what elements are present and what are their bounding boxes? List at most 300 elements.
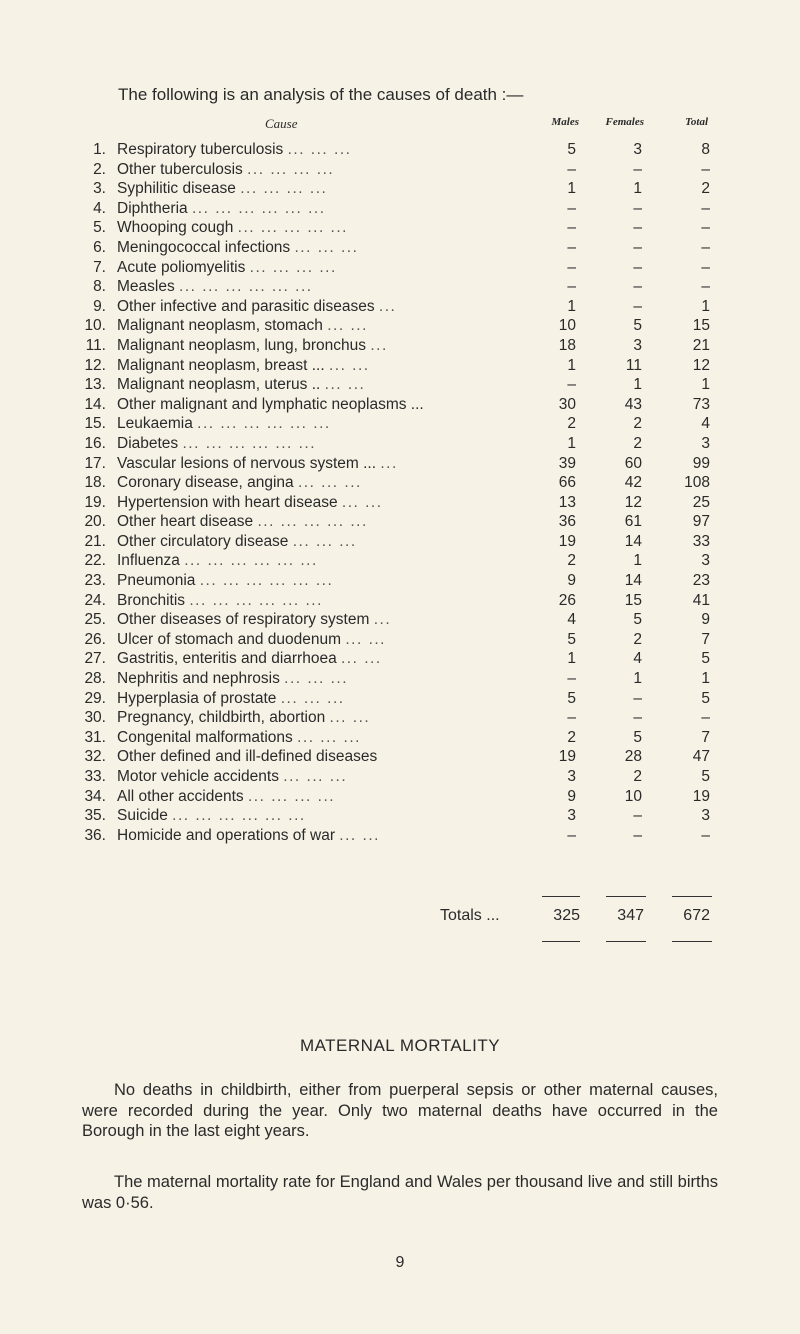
totals-top-rule-males: [542, 896, 580, 897]
table-row: [0, 414, 800, 434]
females-cell: 61: [624, 513, 642, 531]
table-row: [0, 551, 800, 571]
cause-cell: [117, 826, 522, 846]
leader-dots: ... ... ... ... ... ...: [197, 415, 331, 433]
cause-label: Malignant neoplasm, uterus ..: [117, 376, 321, 394]
row-number: 11.: [85, 336, 106, 354]
leader-dots: ... ... ... ...: [240, 180, 328, 198]
females-cell: –: [633, 219, 642, 237]
row-number: 6.: [93, 238, 106, 256]
cause-cell: [117, 669, 522, 689]
males-cell: –: [567, 670, 576, 688]
total-cell: 9: [701, 611, 710, 629]
total-cell: 97: [692, 513, 710, 531]
males-cell: 5: [567, 689, 576, 707]
table-row: [0, 395, 800, 415]
cause-cell: [117, 434, 522, 454]
cause-cell: [117, 728, 522, 748]
cause-label: Coronary disease, angina: [117, 474, 294, 492]
cause-label: Malignant neoplasm, stomach: [117, 317, 323, 335]
males-cell: –: [567, 258, 576, 276]
males-cell: 36: [558, 513, 576, 531]
leader-dots: ... ... ... ... ... ...: [189, 591, 323, 609]
females-cell: 43: [624, 395, 642, 413]
females-cell: 5: [633, 317, 642, 335]
total-cell: –: [701, 219, 710, 237]
males-cell: 2: [567, 728, 576, 746]
total-cell: 7: [701, 630, 710, 648]
females-cell: –: [633, 258, 642, 276]
row-number: 17.: [84, 454, 106, 472]
cause-label: Other tuberculosis: [117, 160, 243, 178]
row-number: 30.: [84, 709, 106, 727]
females-cell: –: [633, 297, 642, 315]
cause-cell: [117, 297, 522, 317]
column-header-total: Total: [685, 116, 708, 128]
cause-label: Hypertension with heart disease: [117, 493, 338, 511]
row-number: 35.: [84, 807, 106, 825]
table-row: [0, 297, 800, 317]
cause-label: Leukaemia: [117, 415, 193, 433]
total-cell: 5: [701, 650, 710, 668]
cause-cell: [117, 689, 522, 709]
leader-dots: ...: [380, 454, 398, 472]
leader-dots: ... ... ...: [280, 689, 345, 707]
cause-label: Diphtheria: [117, 199, 188, 217]
table-row: [0, 160, 800, 180]
total-cell: 7: [701, 728, 710, 746]
leader-dots: ... ... ...: [284, 670, 349, 688]
total-cell: 99: [692, 454, 710, 472]
cause-label: Acute poliomyelitis: [117, 258, 246, 276]
leader-dots: ... ... ... ... ... ...: [182, 434, 317, 452]
column-header-cause: Cause: [265, 116, 298, 131]
table-row: [0, 787, 800, 807]
males-cell: 13: [558, 493, 576, 511]
table-row: [0, 767, 800, 787]
paragraph-1: No deaths in childbirth, either from puerperal sepsis or other maternal causes, were recorded during the year. Only two maternal deaths have occurred in the Borough in the last eight years.: [82, 1081, 718, 1140]
females-cell: 1: [633, 552, 642, 570]
males-cell: –: [567, 199, 576, 217]
females-cell: 14: [624, 532, 642, 550]
total-cell: 12: [692, 356, 710, 374]
leader-dots: ...: [370, 336, 388, 354]
cause-label: Homicide and operations of war: [117, 826, 335, 844]
table-row: [0, 277, 800, 297]
row-number: 23.: [84, 572, 106, 590]
cause-label: Other heart disease: [117, 513, 254, 531]
table-row: [0, 258, 800, 278]
cause-label: Respiratory tuberculosis: [117, 141, 284, 158]
males-cell: 1: [567, 180, 576, 198]
leader-dots: ... ...: [324, 376, 366, 394]
row-number: 1.: [93, 141, 106, 158]
males-cell: 2: [567, 552, 576, 570]
row-number: 24.: [84, 591, 106, 609]
females-cell: 42: [624, 474, 642, 492]
row-number: 4.: [93, 199, 106, 217]
males-cell: 19: [558, 532, 576, 550]
females-cell: 28: [624, 748, 642, 766]
cause-label: Bronchitis: [117, 591, 186, 609]
leader-dots: ... ...: [341, 493, 383, 511]
leader-dots: ... ... ... ... ... ...: [184, 552, 318, 570]
total-cell: 21: [692, 336, 710, 354]
females-cell: 5: [633, 611, 642, 629]
cause-label: Influenza: [117, 552, 180, 570]
leader-dots: ... ... ... ...: [247, 787, 336, 805]
cause-label: Meningococcal infections: [117, 238, 291, 256]
leader-dots: ... ...: [339, 826, 380, 844]
males-cell: 3: [567, 768, 576, 785]
row-number: 20.: [84, 513, 106, 531]
table-row: [0, 512, 800, 532]
cause-cell: [117, 454, 522, 474]
row-number: 12.: [84, 356, 106, 374]
females-cell: 1: [633, 670, 642, 688]
females-cell: –: [633, 689, 642, 707]
leader-dots: ... ... ...: [294, 238, 359, 256]
total-cell: 1: [701, 670, 710, 688]
cause-cell: [117, 316, 522, 336]
females-cell: 14: [624, 572, 642, 590]
cause-cell: [117, 258, 522, 278]
total-cell: –: [701, 709, 710, 727]
leader-dots: ...: [373, 611, 392, 629]
leader-dots: ... ... ... ...: [247, 160, 335, 178]
cause-cell: [117, 277, 522, 297]
cause-cell: [117, 199, 522, 219]
cause-cell: [117, 414, 522, 434]
row-number: 29.: [84, 689, 106, 707]
cause-cell: [117, 238, 522, 258]
total-cell: 3: [701, 434, 710, 452]
males-cell: –: [567, 826, 576, 844]
totals-top-rule-total: [672, 896, 712, 897]
cause-label: Gastritis, enteritis and diarrhoea: [117, 650, 337, 668]
column-header-males: Males: [551, 116, 579, 128]
total-cell: 25: [692, 493, 710, 511]
cause-cell: [117, 806, 522, 826]
cause-cell: [117, 630, 522, 650]
total-cell: 1: [701, 376, 710, 394]
intro-text: The following is an analysis of the causes of death :—: [118, 85, 524, 104]
row-number: 15.: [84, 415, 106, 433]
cause-label: Other defined and ill-defined diseases: [117, 748, 378, 766]
males-cell: 5: [567, 141, 576, 158]
cause-label: Whooping cough: [117, 219, 234, 237]
cause-label: Hyperplasia of prostate: [117, 689, 277, 707]
cause-cell: [117, 767, 522, 787]
females-cell: 1: [633, 180, 642, 198]
females-cell: –: [633, 807, 642, 825]
total-cell: 47: [692, 748, 710, 766]
total-cell: 19: [692, 787, 710, 805]
table-row: [0, 454, 800, 474]
row-number: 8.: [93, 278, 106, 296]
page-number: 9: [395, 1254, 405, 1271]
row-number: 34.: [84, 787, 106, 805]
cause-label: Motor vehicle accidents: [117, 768, 279, 785]
females-cell: 60: [624, 454, 642, 472]
cause-label: Ulcer of stomach and duodenum: [117, 630, 342, 648]
table-row: [0, 826, 800, 846]
cause-cell: [117, 356, 522, 376]
females-cell: –: [633, 278, 642, 296]
leader-dots: ... ...: [328, 356, 370, 374]
males-cell: 10: [558, 317, 576, 335]
totals-males: 325: [553, 907, 580, 924]
males-cell: 39: [558, 454, 576, 472]
leader-dots: ... ... ... ... ... ...: [191, 199, 326, 217]
table-row: [0, 630, 800, 650]
males-cell: 18: [558, 336, 576, 354]
table-row: [0, 356, 800, 376]
totals-females: 347: [617, 907, 644, 924]
males-cell: 9: [567, 572, 576, 590]
cause-label: Other infective and parasitic diseases: [117, 297, 375, 315]
table-row: [0, 336, 800, 356]
females-cell: 3: [633, 336, 642, 354]
total-cell: 5: [701, 768, 710, 785]
cause-cell: [117, 140, 522, 160]
table-row: [0, 140, 800, 160]
males-cell: 1: [567, 297, 576, 315]
cause-cell: [117, 493, 522, 513]
males-cell: 2: [567, 415, 576, 433]
table-row: [0, 591, 800, 611]
total-cell: –: [701, 238, 710, 256]
table-row: [0, 610, 800, 630]
males-cell: 4: [567, 611, 576, 629]
totals-bottom-rule-females: [606, 941, 646, 942]
cause-cell: [117, 708, 522, 728]
cause-label: Congenital malformations: [117, 728, 293, 746]
females-cell: –: [633, 238, 642, 256]
cause-label: Nephritis and nephrosis: [117, 670, 280, 688]
leader-dots: ... ...: [341, 650, 382, 668]
total-cell: –: [701, 199, 710, 217]
females-cell: –: [633, 199, 642, 217]
cause-label: Suicide: [117, 807, 168, 825]
row-number: 22.: [84, 552, 106, 570]
total-cell: 33: [692, 532, 710, 550]
row-number: 10.: [84, 317, 106, 335]
total-cell: 1: [701, 297, 710, 315]
females-cell: 2: [633, 415, 642, 433]
cause-label: Other malignant and lymphatic neoplasms ...: [117, 395, 424, 413]
cause-cell: [117, 787, 522, 807]
row-number: 33.: [84, 768, 106, 785]
females-cell: –: [633, 826, 642, 844]
females-cell: 11: [625, 356, 642, 374]
leader-dots: ... ...: [327, 317, 368, 335]
row-number: 13.: [84, 376, 106, 394]
total-cell: –: [701, 258, 710, 276]
table-row: [0, 179, 800, 199]
cause-cell: [117, 375, 522, 395]
table-row: [0, 747, 800, 767]
total-cell: 3: [701, 552, 710, 570]
total-cell: –: [701, 160, 710, 178]
males-cell: –: [567, 709, 576, 727]
cause-cell: [117, 395, 522, 415]
males-cell: 1: [567, 434, 576, 452]
females-cell: 2: [633, 768, 642, 785]
row-number: 7.: [93, 258, 106, 276]
totals-total: 672: [683, 907, 710, 924]
row-number: 9.: [93, 297, 106, 315]
leader-dots: ... ... ... ... ...: [237, 219, 348, 237]
total-cell: –: [701, 278, 710, 296]
total-cell: 73: [692, 395, 710, 413]
total-cell: 4: [701, 415, 710, 433]
table-row: [0, 375, 800, 395]
males-cell: 5: [567, 630, 576, 648]
males-cell: 1: [567, 650, 576, 668]
cause-cell: [117, 551, 522, 571]
total-cell: 15: [692, 317, 710, 335]
females-cell: 5: [633, 728, 642, 746]
cause-cell: [117, 571, 522, 591]
total-cell: 2: [701, 180, 710, 198]
cause-label: Vascular lesions of nervous system ...: [117, 454, 377, 472]
females-cell: 2: [633, 630, 642, 648]
leader-dots: ... ... ...: [292, 532, 357, 550]
cause-label: Malignant neoplasm, lung, bronchus: [117, 336, 367, 354]
table-row: [0, 238, 800, 258]
cause-cell: [117, 179, 522, 199]
row-number: 16.: [84, 434, 106, 452]
row-number: 31.: [84, 728, 106, 746]
leader-dots: ... ... ...: [297, 728, 361, 746]
cause-cell: [117, 512, 522, 532]
cause-cell: [117, 473, 522, 493]
table-row: [0, 218, 800, 238]
cause-cell: [117, 591, 522, 611]
leader-dots: ... ... ... ... ... ...: [179, 278, 313, 296]
cause-cell: [117, 532, 522, 552]
column-header-females: Females: [605, 116, 644, 128]
table-row: [0, 316, 800, 336]
row-number: 27.: [84, 650, 106, 668]
total-cell: –: [701, 826, 710, 844]
section-title: MATERNAL MORTALITY: [299, 1036, 501, 1055]
females-cell: 2: [633, 434, 642, 452]
cause-cell: [117, 649, 522, 669]
leader-dots: ... ...: [329, 709, 371, 727]
table-row: [0, 199, 800, 219]
cause-cell: [117, 218, 522, 238]
males-cell: 26: [558, 591, 576, 609]
females-cell: –: [633, 160, 642, 178]
row-number: 19.: [84, 493, 106, 511]
cause-cell: [117, 747, 522, 767]
leader-dots: ... ... ...: [283, 768, 348, 785]
totals-label: Totals ...: [440, 907, 500, 924]
cause-label: Syphilitic disease: [117, 180, 236, 198]
totals-top-rule-females: [606, 896, 646, 897]
table-row: [0, 669, 800, 689]
totals-bottom-rule-total: [672, 941, 712, 942]
males-cell: 66: [558, 474, 576, 492]
cause-label: Diabetes: [117, 434, 179, 452]
total-cell: 23: [692, 572, 710, 590]
cause-label: Other diseases of respiratory system: [117, 611, 370, 629]
leader-dots: ... ... ... ... ... ...: [172, 807, 306, 825]
table-row: [0, 708, 800, 728]
row-number: 28.: [84, 670, 106, 688]
row-number: 21.: [84, 532, 106, 550]
total-cell: 41: [692, 591, 710, 609]
males-cell: 1: [567, 356, 576, 374]
cause-label: Other circulatory disease: [117, 532, 289, 550]
cause-cell: [117, 610, 522, 630]
males-cell: 19: [558, 748, 576, 766]
table-row: [0, 728, 800, 748]
cause-label: Measles: [117, 278, 175, 296]
females-cell: 15: [624, 591, 642, 609]
leader-dots: ...: [378, 297, 397, 315]
total-cell: 3: [701, 807, 710, 825]
row-number: 25.: [84, 611, 106, 629]
causes-of-death-table: [0, 140, 800, 845]
cause-cell: [117, 160, 522, 180]
table-row: [0, 434, 800, 454]
females-cell: 12: [624, 493, 642, 511]
cause-label: All other accidents: [117, 787, 244, 805]
males-cell: 3: [567, 807, 576, 825]
leader-dots: ... ... ...: [287, 141, 352, 158]
leader-dots: ... ... ... ... ... ...: [199, 572, 334, 590]
paragraph-2: The maternal mortality rate for England and Wales per thousand live and still births was 0·56.: [82, 1173, 718, 1212]
cause-cell: [117, 336, 522, 356]
table-row: [0, 532, 800, 552]
cause-label: Pneumonia: [117, 572, 196, 590]
row-number: 3.: [93, 180, 106, 198]
row-number: 5.: [93, 219, 106, 237]
total-cell: 108: [684, 474, 710, 492]
females-cell: 1: [633, 376, 642, 394]
table-row: [0, 649, 800, 669]
females-cell: 10: [624, 787, 642, 805]
males-cell: –: [567, 238, 576, 256]
total-cell: 8: [701, 141, 710, 158]
leader-dots: ... ... ... ...: [249, 258, 337, 276]
males-cell: –: [567, 160, 576, 178]
males-cell: 30: [558, 395, 576, 413]
row-number: 26.: [84, 630, 106, 648]
males-cell: –: [567, 278, 576, 296]
males-cell: –: [567, 376, 576, 394]
totals-bottom-rule-males: [542, 941, 580, 942]
males-cell: –: [567, 219, 576, 237]
row-number: 14.: [84, 395, 106, 413]
leader-dots: ... ...: [345, 630, 386, 648]
table-row: [0, 689, 800, 709]
table-row: [0, 571, 800, 591]
row-number: 18.: [84, 474, 106, 492]
leader-dots: ... ... ... ... ...: [257, 513, 368, 531]
row-number: 32.: [84, 748, 106, 766]
total-cell: 5: [701, 689, 710, 707]
cause-label: Pregnancy, childbirth, abortion: [117, 709, 326, 727]
row-number: 36.: [84, 826, 106, 844]
females-cell: 3: [633, 141, 642, 158]
row-number: 2.: [93, 160, 106, 178]
cause-label: Malignant neoplasm, breast ...: [117, 356, 325, 374]
leader-dots: ... ... ...: [297, 474, 362, 492]
